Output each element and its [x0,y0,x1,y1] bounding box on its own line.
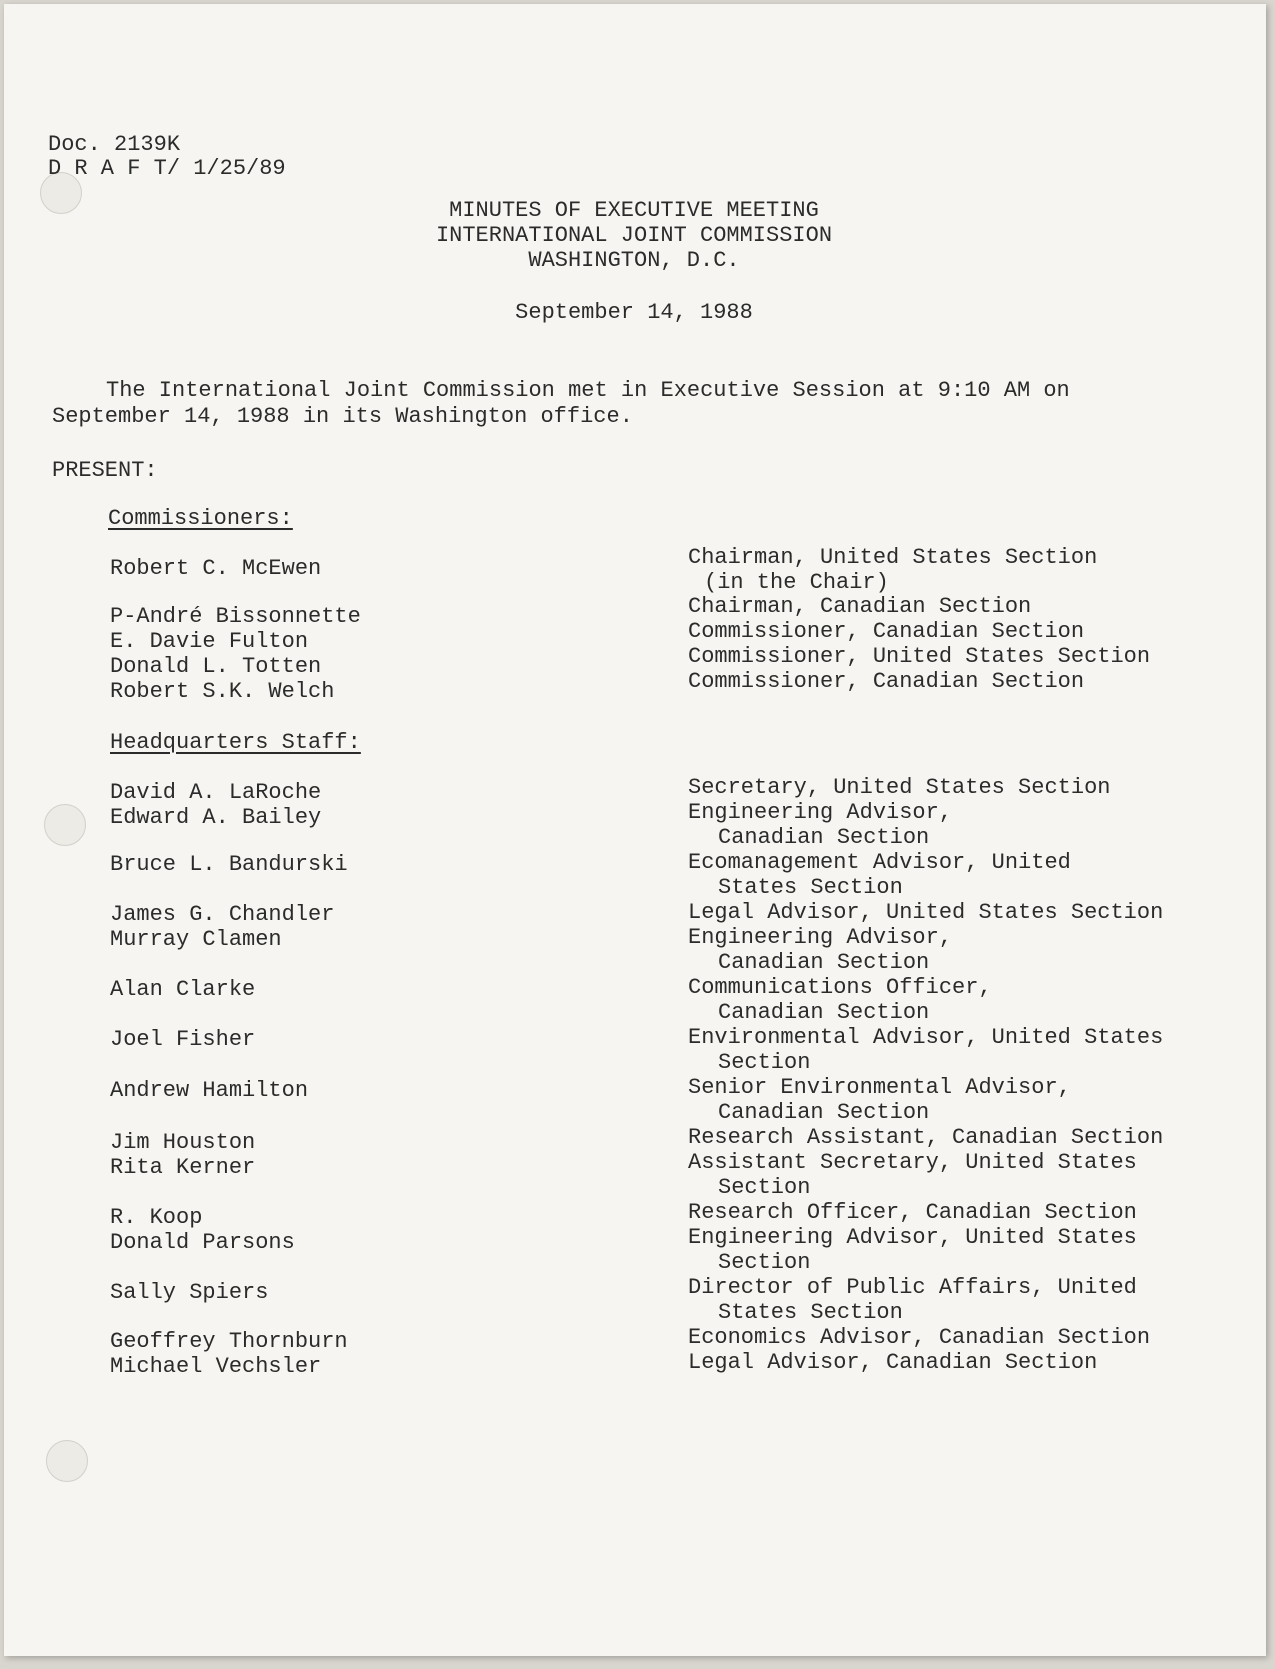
staff-title [688,1200,1137,1225]
intro-line-1: The International Joint Commission met in Executive Session at 9:10 AM on [106,378,1070,403]
intro-line-2: September 14, 1988 in its Washington office. [52,404,633,429]
staff-title-line: Section [718,1250,811,1275]
title-line-3: WASHINGTON, D.C. [528,248,740,273]
commissioner-name: E. Davie Fulton [110,629,309,654]
staff-title [688,975,992,1025]
commissioner-title [688,669,1084,694]
staff-name: Edward A. Bailey [110,805,322,830]
staff-name: Murray Clamen [110,927,282,952]
commissioner-title-line: Chairman, Canadian Section [688,594,1032,619]
staff-name: Donald Parsons [110,1230,295,1255]
staff-title-line: Research Officer, Canadian Section [688,1200,1137,1225]
staff-name: Joel Fisher [110,1027,256,1052]
staff-name: R. Koop [110,1205,203,1230]
staff-title [688,1350,1097,1375]
commissioner-name: Donald L. Totten [110,654,322,679]
title-line-1: MINUTES OF EXECUTIVE MEETING [449,198,819,223]
staff-title-line: Engineering Advisor, [688,800,953,825]
staff-name: Sally Spiers [110,1280,269,1305]
commissioner-title-line: Commissioner, United States Section [688,644,1151,669]
staff-title [688,1150,1137,1200]
staff-title-line: Canadian Section [718,825,930,850]
commissioner-name: Robert C. McEwen [110,556,322,581]
staff-name: Michael Vechsler [110,1354,322,1379]
commissioner-title-line: Commissioner, Canadian Section [688,619,1085,644]
staff-title [688,1225,1137,1275]
commissioner-title-line: (in the Chair) [704,570,889,595]
staff-title-line: Canadian Section [718,1100,930,1125]
staff-title [688,1125,1163,1150]
staff-title-line: Canadian Section [718,950,930,975]
commissioner-name: Robert S.K. Welch [110,679,335,704]
title-block [364,198,904,273]
staff-title-line: Engineering Advisor, [688,925,953,950]
staff-title-line: Senior Environmental Advisor, [688,1075,1071,1100]
staff-heading: Headquarters Staff: [110,730,361,755]
commissioner-title-line: Chairman, United States Section [688,545,1098,570]
staff-title-line: Communications Officer, [688,975,992,1000]
staff-title-line: Research Assistant, Canadian Section [688,1125,1164,1150]
staff-title-line: Ecomanagement Advisor, United [688,850,1071,875]
present-label: PRESENT: [52,458,158,483]
document-page [4,4,1266,1656]
staff-title-line: Secretary, United States Section [688,775,1111,800]
commissioner-title [688,594,1031,619]
doc-number: Doc. 2139K [48,132,181,157]
staff-title [688,1275,1137,1325]
draft-line: D R A F T/ 1/25/89 [48,156,286,181]
staff-title [688,1325,1150,1350]
staff-name: Rita Kerner [110,1155,256,1180]
staff-name: Jim Houston [110,1130,256,1155]
staff-title [688,1075,1071,1125]
staff-title-line: Legal Advisor, United States Section [688,900,1164,925]
staff-title [688,850,1071,900]
staff-title-line: Canadian Section [718,1000,930,1025]
staff-title [688,900,1163,925]
staff-title [688,925,952,975]
staff-name: Alan Clarke [110,977,256,1002]
commissioner-title [688,619,1084,644]
staff-title-line: Engineering Advisor, United States [688,1225,1137,1250]
staff-title-line: Legal Advisor, Canadian Section [688,1350,1098,1375]
staff-title-line: Assistant Secretary, United States [688,1150,1137,1175]
commissioner-title-line: Commissioner, Canadian Section [688,669,1085,694]
staff-title-line: Section [718,1175,811,1200]
staff-name: James G. Chandler [110,902,335,927]
commissioner-name: P-André Bissonnette [110,604,361,629]
hole-punch-middle [44,804,86,846]
staff-name: Geoffrey Thornburn [110,1329,348,1354]
staff-title-line: Economics Advisor, Canadian Section [688,1325,1151,1350]
staff-title-line: States Section [718,1300,903,1325]
staff-title-line: Director of Public Affairs, United [688,1275,1137,1300]
staff-title-line: Section [718,1050,811,1075]
commissioner-title [688,644,1150,669]
staff-title [688,800,952,850]
staff-title [688,1025,1163,1075]
staff-title-line: States Section [718,875,903,900]
staff-name: David A. LaRoche [110,780,322,805]
staff-name: Bruce L. Bandurski [110,852,348,877]
staff-title [688,775,1110,800]
commissioner-title [688,545,1097,595]
commissioners-heading: Commissioners: [108,506,293,531]
staff-title-line: Environmental Advisor, United States [688,1025,1164,1050]
staff-name: Andrew Hamilton [110,1078,309,1103]
title-line-2: INTERNATIONAL JOINT COMMISSION [435,223,833,248]
hole-punch-bottom [46,1440,88,1482]
meeting-date: September 14, 1988 [515,300,753,325]
